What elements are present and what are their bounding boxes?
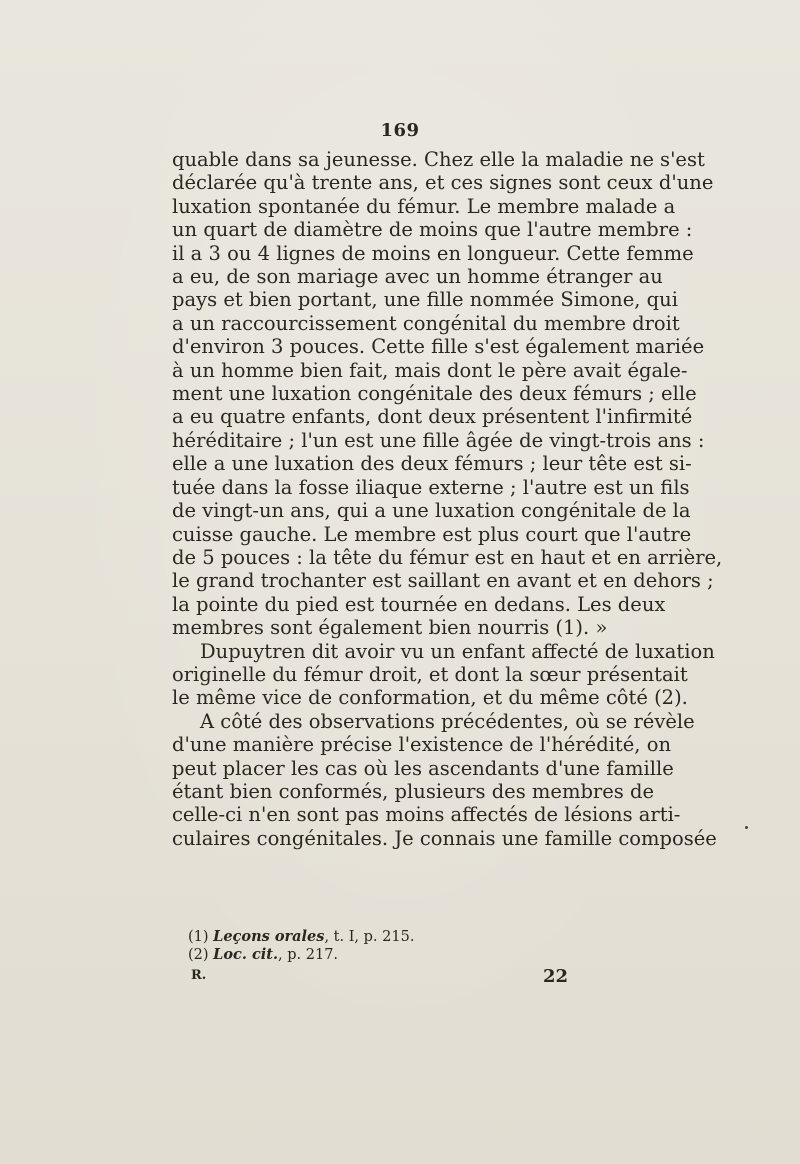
text-line: à un homme bien fait, mais dont le père avait égale- xyxy=(172,358,688,382)
text-line: Dupuytren dit avoir vu un enfant affecté de luxation xyxy=(200,639,715,663)
footnote-marker: (1) xyxy=(188,929,209,945)
sheet-number: 22 xyxy=(542,966,568,987)
text-line: quable dans sa jeunesse. Chez elle la maladie ne s'est xyxy=(172,148,705,171)
text-line: le même vice de conformation, et du même côté (2). xyxy=(172,686,688,710)
footnote xyxy=(188,928,628,946)
text-line: peut placer les cas où les ascendants d'une famille xyxy=(172,756,674,780)
text-line: la pointe du pied est tournée en dedans. Les deux xyxy=(172,592,666,616)
text-line: le grand trochanter est saillant en avant et en dehors ; xyxy=(172,569,714,593)
footnote-title: Leçons orales xyxy=(213,928,325,945)
body-text xyxy=(172,148,723,850)
footnotes xyxy=(188,928,628,964)
text-line: cuisse gauche. Le membre est plus court que l'autre xyxy=(172,522,692,546)
footnote-reference: , t. I, p. 215. xyxy=(324,929,415,945)
footnote-reference: , p. 217. xyxy=(278,947,339,963)
text-line: elle a une luxation des deux fémurs ; leur tête est si- xyxy=(172,452,692,476)
text-line: membres sont également bien nourris (1). » xyxy=(172,616,608,640)
text-line: de 5 pouces : la tête du fémur est en haut et en arrière, xyxy=(172,545,723,569)
footnote-marker: (2) xyxy=(188,947,209,963)
text-line: culaires congénitales. Je connais une famille composée xyxy=(172,826,717,850)
text-line: a eu quatre enfants, dont deux présentent l'infirmité xyxy=(172,405,693,429)
text-line: ment une luxation congénitale des deux fémurs ; elle xyxy=(172,382,697,406)
text-line: originelle du fémur droit, et dont la sœur présentait xyxy=(172,662,688,686)
signature-mark: R. xyxy=(191,968,207,983)
text-line: a eu, de son mariage avec un homme étranger au xyxy=(172,265,663,289)
text-line: tuée dans la fosse iliaque externe ; l'autre est un fils xyxy=(172,475,690,499)
signature-line xyxy=(188,968,568,988)
text-line: un quart de diamètre de moins que l'autre membre : xyxy=(172,218,693,242)
text-line: d'environ 3 pouces. Cette fille s'est également mariée xyxy=(172,335,705,359)
footnote-title: Loc. cit. xyxy=(213,946,279,963)
text-line: de vingt-un ans, qui a une luxation congénitale de la xyxy=(172,499,691,523)
text-line: celle-ci n'en sont pas moins affectés de lésions arti- xyxy=(172,803,681,827)
text-line: A côté des observations précédentes, où se révèle xyxy=(200,709,695,733)
text-line: héréditaire ; l'un est une fille âgée de vingt-trois ans : xyxy=(172,428,705,452)
text-line: déclarée qu'à trente ans, et ces signes sont ceux d'une xyxy=(172,171,714,195)
page-number: 169 xyxy=(380,120,420,141)
text-line: il a 3 ou 4 lignes de moins en longueur. Cette femme xyxy=(172,241,694,265)
text-line: luxation spontanée du fémur. Le membre malade a xyxy=(172,194,676,218)
footnote xyxy=(188,946,628,964)
text-line: étant bien conformés, plusieurs des membres de xyxy=(172,779,655,803)
ink-speck xyxy=(745,826,748,829)
text-line: d'une manière précise l'existence de l'hérédité, on xyxy=(172,733,672,757)
text-line: a un raccourcissement congénital du membre droit xyxy=(172,311,680,335)
text-line: pays et bien portant, une fille nommée Simone, qui xyxy=(172,288,678,312)
